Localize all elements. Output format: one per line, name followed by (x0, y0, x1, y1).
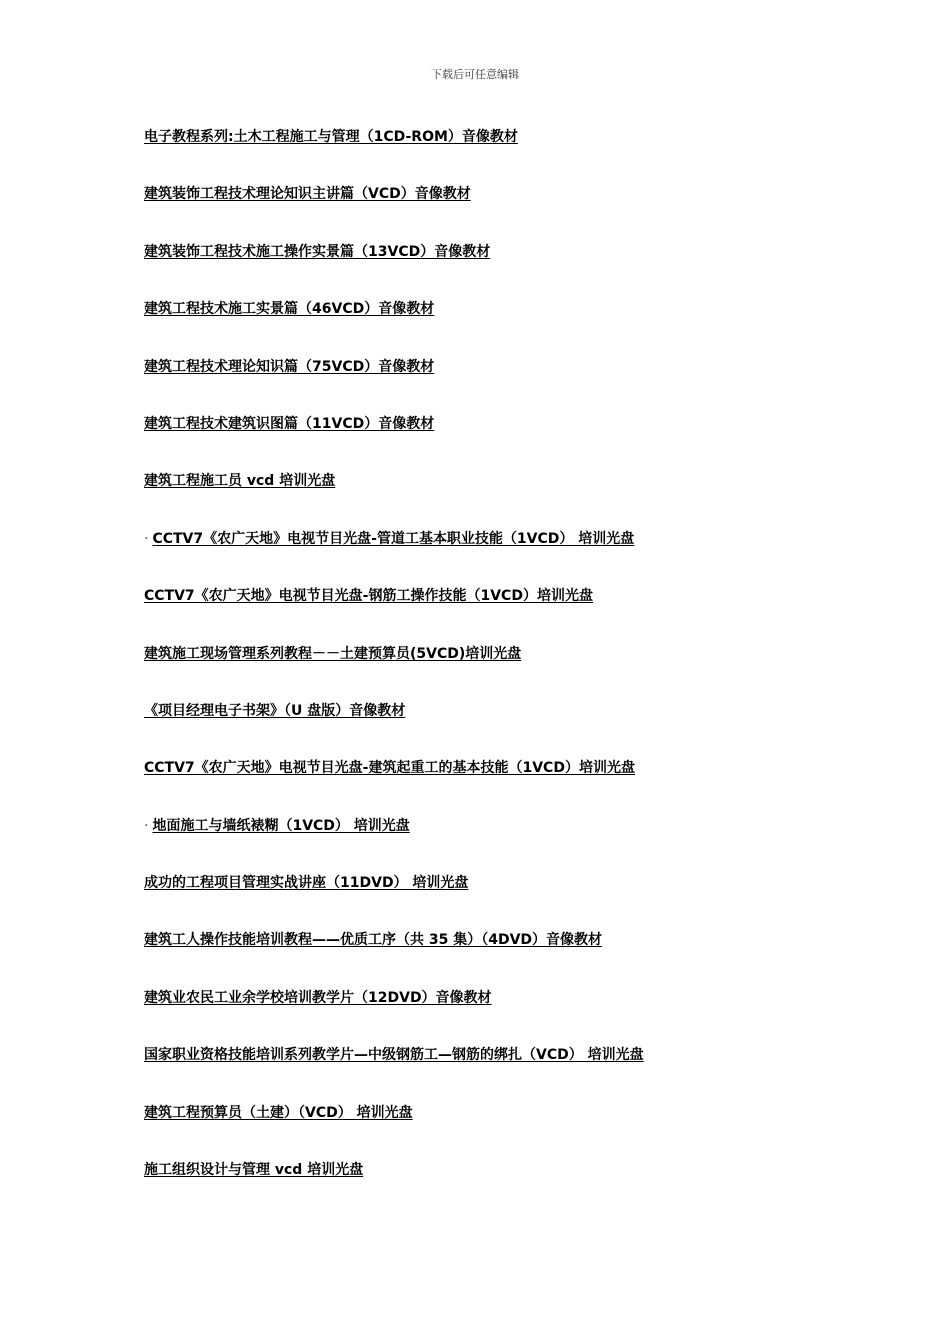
course-link[interactable]: 建筑工程施工员 vcd 培训光盘 (144, 473, 336, 490)
course-link[interactable]: 建筑工程技术施工实景篇（46VCD）音像教材 (144, 301, 435, 318)
list-item (144, 817, 904, 874)
list-item (144, 472, 904, 529)
page-header: 下载后可任意编辑 (431, 68, 519, 81)
course-link[interactable]: 成功的工程项目管理实战讲座（11DVD） 培训光盘 (144, 875, 469, 892)
list-item (144, 415, 904, 472)
course-link[interactable]: CCTV7《农广天地》电视节目光盘-管道工基本职业技能（1VCD） 培训光盘 (152, 530, 635, 547)
list-item (144, 530, 904, 587)
course-link[interactable]: 建筑工人操作技能培训教程——优质工序（共 35 集）（4DVD）音像教材 (144, 932, 603, 949)
list-item (144, 300, 904, 357)
course-link[interactable]: 建筑工程预算员（土建）（VCD） 培训光盘 (144, 1104, 413, 1121)
course-link[interactable]: 施工组织设计与管理 vcd 培训光盘 (144, 1162, 364, 1179)
list-item (144, 185, 904, 242)
course-link[interactable]: 建筑业农民工业余学校培训教学片（12DVD）音像教材 (144, 989, 492, 1006)
list-item (144, 931, 904, 988)
course-link[interactable]: CCTV7《农广天地》电视节目光盘-建筑起重工的基本技能（1VCD）培训光盘 (144, 760, 635, 777)
course-link[interactable]: 建筑装饰工程技术理论知识主讲篇（VCD）音像教材 (144, 186, 471, 203)
course-link[interactable]: 《项目经理电子书架》（U 盘版）音像教材 (144, 702, 406, 719)
course-link[interactable]: 建筑工程技术建筑识图篇（11VCD）音像教材 (144, 415, 435, 432)
list-item (144, 759, 904, 816)
course-link[interactable]: 建筑工程技术理论知识篇（75VCD）音像教材 (144, 358, 435, 375)
bullet-marker: · (144, 530, 149, 547)
course-link[interactable]: 国家职业资格技能培训系列教学片—中级钢筋工—钢筋的绑扎（VCD） 培训光盘 (144, 1047, 644, 1064)
list-item (144, 243, 904, 300)
course-link[interactable]: 建筑施工现场管理系列教程－－土建预算员(5VCD)培训光盘 (144, 645, 522, 662)
list-item (144, 358, 904, 415)
bullet-marker: · (144, 817, 149, 834)
course-link[interactable]: 建筑装饰工程技术施工操作实景篇（13VCD）音像教材 (144, 243, 491, 260)
course-link[interactable]: 地面施工与墙纸裱糊（1VCD） 培训光盘 (152, 817, 410, 834)
course-link[interactable]: CCTV7《农广天地》电视节目光盘-钢筋工操作技能（1VCD）培训光盘 (144, 588, 593, 605)
list-item (144, 1104, 904, 1161)
list-item (144, 1046, 904, 1103)
list-item (144, 1161, 904, 1218)
course-link[interactable]: 电子教程系列:土木工程施工与管理（1CD-ROM）音像教材 (144, 129, 518, 145)
list-item (144, 587, 904, 644)
list-item (144, 874, 904, 931)
list-item (144, 989, 904, 1046)
course-link-list (144, 128, 904, 1218)
list-item (144, 702, 904, 759)
list-item (144, 645, 904, 702)
list-item (144, 128, 904, 185)
